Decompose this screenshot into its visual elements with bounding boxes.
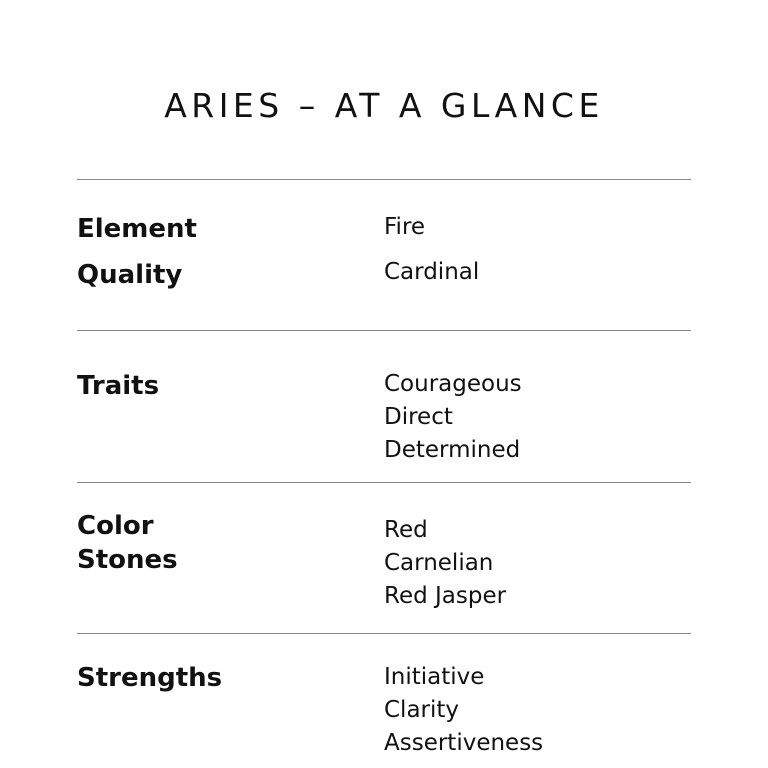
value-element: Fire [384,214,426,240]
value-trait-2: Direct [384,404,453,430]
value-trait-3: Determined [384,437,521,463]
label-strengths: Strengths [77,663,223,693]
value-strength-1: Initiative [384,664,485,690]
divider-1 [77,330,691,331]
value-trait-1: Courageous [384,371,522,397]
label-stones: Stones [77,545,178,575]
divider-top [77,179,691,180]
value-strength-2: Clarity [384,697,460,723]
label-quality: Quality [77,260,183,290]
label-element: Element [77,214,197,244]
divider-3 [77,633,691,634]
value-quality: Cardinal [384,259,480,285]
value-color: Red [384,517,428,543]
value-stone-2: Red Jasper [384,583,507,609]
value-strength-3: Assertiveness [384,730,544,756]
divider-2 [77,482,691,483]
page-title: ARIES – AT A GLANCE [164,86,604,125]
value-stone-1: Carnelian [384,550,494,576]
label-color: Color [77,511,154,541]
label-traits: Traits [77,371,160,401]
